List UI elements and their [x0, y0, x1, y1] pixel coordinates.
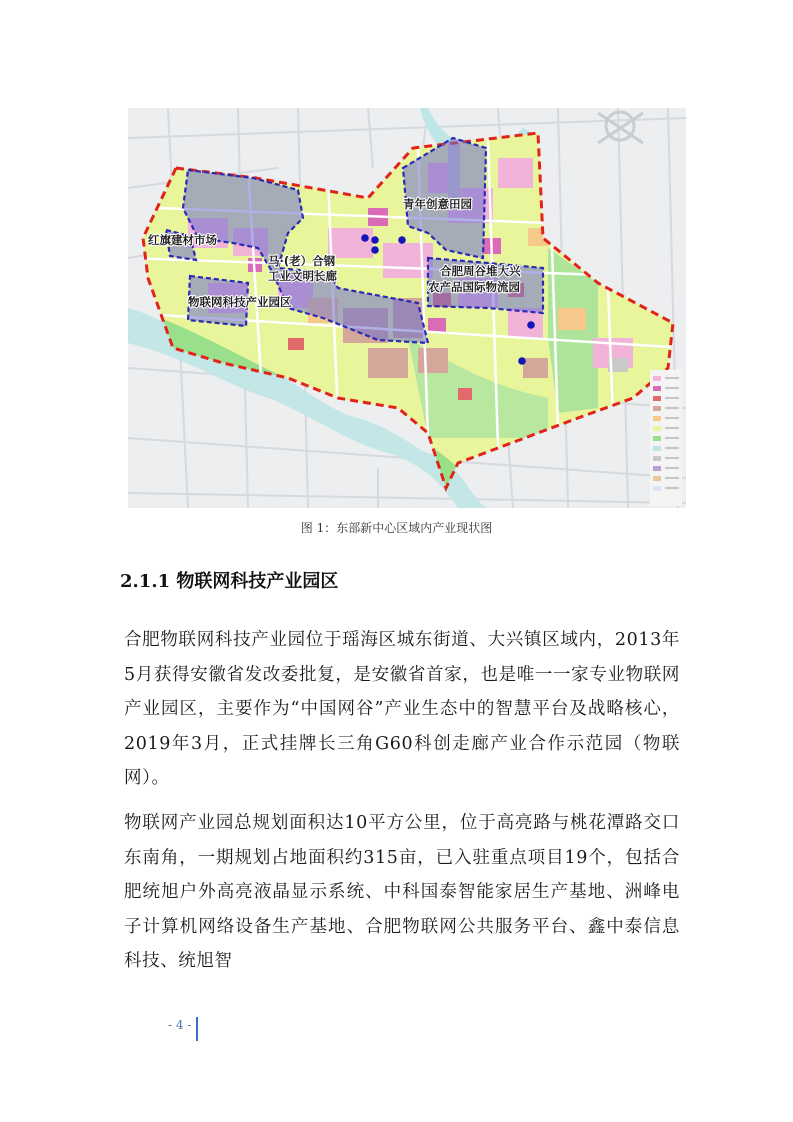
label-steel-corridor-line2: 工业文明长廊 — [268, 269, 337, 283]
site-marker — [518, 357, 526, 365]
site-marker — [371, 246, 379, 254]
site-marker — [361, 234, 369, 242]
label-iot-park: 物联网科技产业园区 — [188, 295, 292, 309]
paragraph: 合肥物联网科技产业园位于瑶海区城东街道、大兴镇区域内，2013年5月获得安徽省发改委批复，是安徽省首家，也是唯一一家专业物联网产业园区，主要作为“中国网谷”产业生态中的智慧平台及战略核心，2019年3月，正式挂牌长三角G60科创走廊产业合作示范园（物联网）。 — [124, 630, 680, 788]
label-zhougu-line1: 合肥周谷堆大兴 — [440, 264, 521, 278]
map-legend — [650, 370, 682, 506]
industry-map — [128, 108, 686, 508]
footer-divider — [196, 1017, 198, 1041]
label-steel-corridor-line1: 马·(老）合钢 — [268, 254, 336, 268]
label-zhougu-line2: 农产品国际物流园 — [428, 280, 520, 294]
site-marker — [371, 236, 379, 244]
page-number: - 4 - — [168, 1018, 192, 1032]
section-heading: 2.1.1 物联网科技产业园区 — [120, 571, 339, 592]
site-marker — [527, 321, 535, 329]
paragraph: 物联网产业园总规划面积达10平方公里，位于高亮路与桃花潭路交口东南角，一期规划占地面积约315亩，已入驻重点项目19个，包括合肥统旭户外高亮液晶显示系统、中科国泰智能家居生产基地、洲峰电子计算机网络设备生产基地、合肥物联网公共服务平台、鑫中泰信息科技、统旭智 — [124, 813, 680, 971]
site-marker — [398, 236, 406, 244]
label-hongqi-market: 红旗建材市场 — [148, 233, 217, 247]
figure-caption: 图 1：东部新中心区域内产业现状图 — [300, 521, 493, 535]
label-youth-park: 青年创意田园 — [403, 197, 472, 211]
